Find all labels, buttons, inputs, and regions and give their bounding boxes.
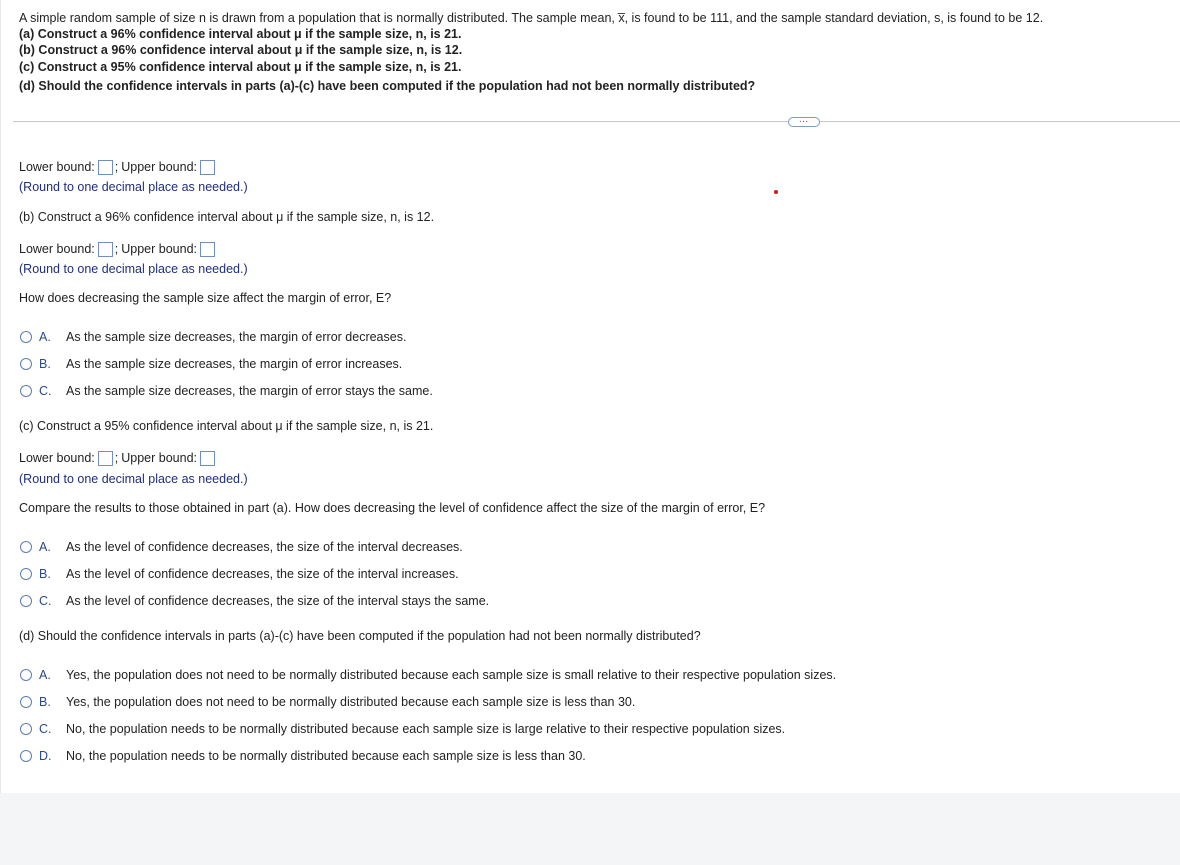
part-b-upper-input[interactable] — [200, 242, 215, 257]
part-d-option-d[interactable] — [20, 748, 586, 764]
part-b-round-note: (Round to one decimal place as needed.) — [19, 262, 248, 276]
question-intro: A simple random sample of size n is drawn from a population that is normally distributed. The sample mean, x̅, is found to be 111, and the sample standard deviation, s, is found to be 12. — [19, 11, 1044, 25]
radio-button[interactable] — [20, 541, 32, 553]
part-b-option-c[interactable] — [20, 383, 433, 399]
more-button[interactable]: … — [788, 117, 820, 127]
part-d-heading — [19, 629, 701, 643]
part-c-heading-text: (c) Construct a 95% confidence interval about μ if the sample size, n, is 21. — [19, 419, 434, 433]
part-a-upper-input[interactable] — [200, 160, 215, 175]
part-c-heading — [19, 419, 433, 433]
red-dot-marker — [774, 190, 778, 194]
part-b-lower-input[interactable] — [98, 242, 113, 257]
lower-bound-label: Lower bound: — [19, 242, 95, 256]
option-text: No, the population needs to be normally distributed because each sample size is less than 30. — [66, 749, 586, 763]
part-c-option-a[interactable] — [20, 539, 463, 555]
part-a-answer-row — [19, 158, 215, 176]
part-d-option-c[interactable] — [20, 721, 785, 737]
part-a-lower-input[interactable] — [98, 160, 113, 175]
part-c-question: Compare the results to those obtained in part (a). How does decreasing the level of confidence affect the size of the margin of error, E? — [19, 501, 766, 515]
option-text: Yes, the population does not need to be normally distributed because each sample size is less than 30. — [66, 695, 636, 709]
part-c-answer-row — [19, 449, 215, 467]
upper-bound-label: Upper bound: — [121, 451, 198, 465]
option-letter: B. — [39, 695, 51, 709]
option-letter: B. — [39, 567, 51, 581]
option-text: No, the population needs to be normally distributed because each sample size is large relative to their respective population sizes. — [66, 722, 786, 736]
option-text: As the level of confidence decreases, the size of the interval increases. — [66, 567, 459, 581]
radio-button[interactable] — [20, 385, 32, 397]
lower-bound-label: Lower bound: — [19, 160, 95, 174]
part-d-heading-text: (d) Should the confidence intervals in parts (a)-(c) have been computed if the population had not been normally distributed? — [19, 629, 701, 643]
radio-button[interactable] — [20, 331, 32, 343]
option-letter: C. — [39, 384, 52, 398]
option-letter: D. — [39, 749, 52, 763]
part-c-option-b[interactable] — [20, 566, 459, 582]
separator: ; — [114, 160, 119, 174]
option-letter: B. — [39, 357, 51, 371]
separator: ; — [114, 451, 119, 465]
part-b-heading — [19, 210, 434, 224]
option-text: As the sample size decreases, the margin of error decreases. — [66, 330, 407, 344]
option-text: Yes, the population does not need to be normally distributed because each sample size is small relative to their respective population sizes. — [66, 668, 837, 682]
option-text: As the level of confidence decreases, the size of the interval decreases. — [66, 540, 463, 554]
lower-bound-label: Lower bound: — [19, 451, 95, 465]
radio-button[interactable] — [20, 358, 32, 370]
option-letter: A. — [39, 668, 51, 682]
part-a-round-note: (Round to one decimal place as needed.) — [19, 180, 248, 194]
option-text: As the sample size decreases, the margin of error stays the same. — [66, 384, 433, 398]
option-letter: C. — [39, 594, 52, 608]
radio-button[interactable] — [20, 595, 32, 607]
part-c-round-note: (Round to one decimal place as needed.) — [19, 472, 248, 486]
part-c-option-c[interactable] — [20, 593, 489, 609]
part-d-option-b[interactable] — [20, 694, 635, 710]
option-text: As the sample size decreases, the margin of error increases. — [66, 357, 403, 371]
radio-button[interactable] — [20, 750, 32, 762]
option-text: As the level of confidence decreases, the size of the interval stays the same. — [66, 594, 490, 608]
question-part-c: (c) Construct a 95% confidence interval about μ if the sample size, n, is 21. — [19, 60, 462, 74]
question-part-d: (d) Should the confidence intervals in parts (a)-(c) have been computed if the population had not been normally distributed? — [19, 79, 756, 93]
radio-button[interactable] — [20, 568, 32, 580]
radio-button[interactable] — [20, 669, 32, 681]
upper-bound-label: Upper bound: — [121, 160, 198, 174]
part-c-lower-input[interactable] — [98, 451, 113, 466]
option-letter: C. — [39, 722, 52, 736]
part-b-option-a[interactable] — [20, 329, 406, 345]
radio-button[interactable] — [20, 723, 32, 735]
part-b-option-b[interactable] — [20, 356, 402, 372]
part-d-option-a[interactable] — [20, 667, 836, 683]
option-letter: A. — [39, 540, 51, 554]
question-part-b: (b) Construct a 96% confidence interval about μ if the sample size, n, is 12. — [19, 43, 463, 57]
radio-button[interactable] — [20, 696, 32, 708]
part-b-answer-row — [19, 240, 215, 258]
part-b-question: How does decreasing the sample size affect the margin of error, E? — [19, 291, 392, 305]
divider — [13, 121, 1180, 122]
option-letter: A. — [39, 330, 51, 344]
question-part-a: (a) Construct a 96% confidence interval about μ if the sample size, n, is 21. — [19, 27, 462, 41]
upper-bound-label: Upper bound: — [121, 242, 198, 256]
part-b-heading-text: (b) Construct a 96% confidence interval about μ if the sample size, n, is 12. — [19, 210, 435, 224]
separator: ; — [114, 242, 119, 256]
part-c-upper-input[interactable] — [200, 451, 215, 466]
